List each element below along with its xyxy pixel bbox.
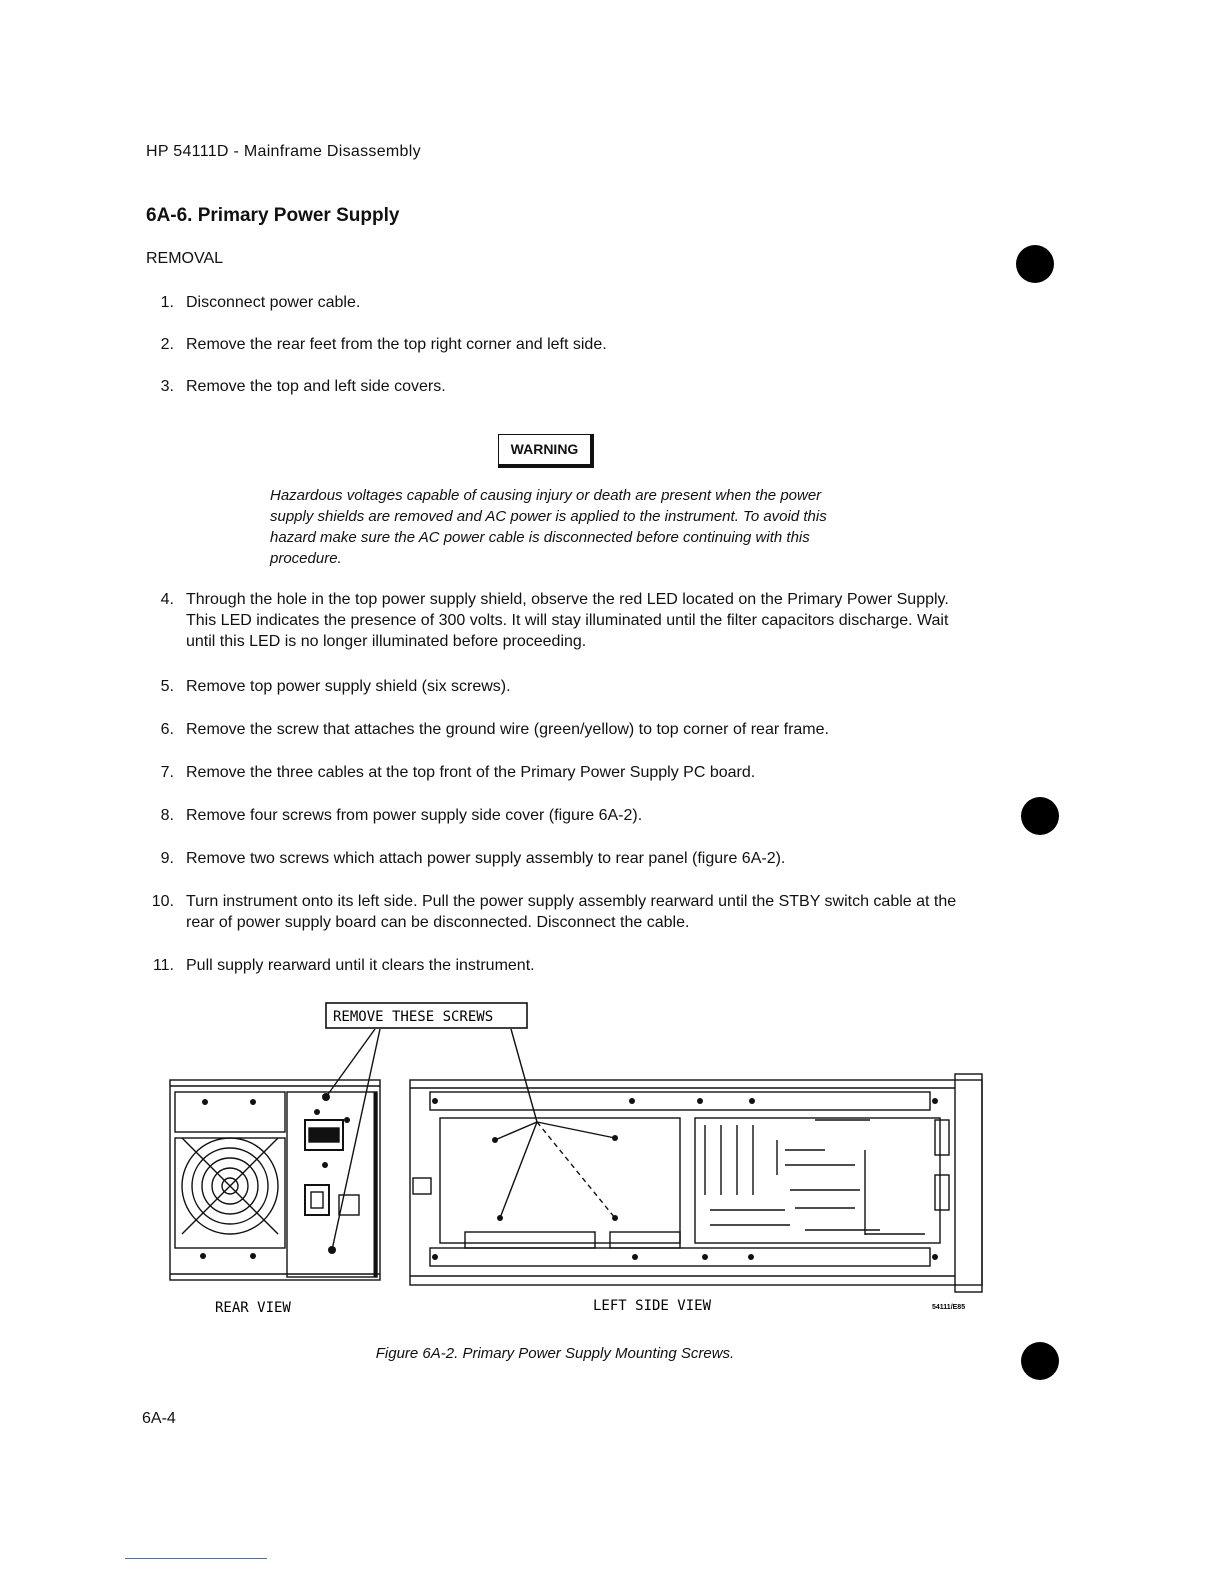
- step-text: Through the hole in the top power supply shield, observe the red LED located on the Primary Power Supply. This LED indicates the presence of 300 volts. It will stay illuminated until the filter capacitors discharge. Wait until this LED is no longer illuminated before proceeding.: [186, 591, 949, 650]
- step-number: 7.: [160, 764, 174, 781]
- rear-view-drawing: [170, 1080, 380, 1280]
- warning-text: Hazardous voltages capable of causing injury or death are present when the power supply shields are removed and AC power is applied to the instrument. To avoid this hazard make sure the AC power cable is disconnected before continuing with this procedure.: [270, 487, 827, 567]
- left-side-view-drawing: [410, 1074, 982, 1292]
- rear-view-label: REAR VIEW: [215, 1300, 291, 1316]
- callout-label: REMOVE THESE SCREWS: [333, 1009, 494, 1025]
- step-number: 10.: [151, 893, 174, 910]
- punch-hole: [1021, 797, 1059, 835]
- step-number: 6.: [160, 721, 174, 738]
- step-number: 8.: [160, 807, 174, 824]
- figure-code: 54111/E85: [932, 1304, 966, 1311]
- figure-caption: Figure 6A-2. Primary Power Supply Mounting Screws.: [375, 1345, 735, 1362]
- figure-6a-2: [165, 1000, 1000, 1320]
- step-text: Remove the rear feet from the top right corner and left side.: [186, 336, 607, 353]
- footer-rule: [125, 1558, 267, 1559]
- step-text: Remove the three cables at the top front of the Primary Power Supply PC board.: [186, 764, 756, 781]
- punch-hole: [1016, 245, 1054, 283]
- step-text: Remove the screw that attaches the ground wire (green/yellow) to top corner of rear frame.: [186, 721, 829, 738]
- step-text: Remove top power supply shield (six screws).: [186, 678, 511, 695]
- section-title: 6A-6. Primary Power Supply: [146, 205, 400, 226]
- step-number: 3.: [160, 378, 174, 395]
- page-number: 6A-4: [142, 1410, 176, 1427]
- step-number: 4.: [160, 591, 174, 608]
- removal-subhead: REMOVAL: [146, 250, 224, 267]
- step-number: 5.: [160, 678, 174, 695]
- step-text: Turn instrument onto its left side. Pull the power supply assembly rearward until the STBY switch cable at the rear of power supply board can be disconnected. Disconnect the cable.: [186, 893, 957, 931]
- step-text: Disconnect power cable.: [186, 294, 361, 311]
- step-number: 11.: [152, 957, 174, 974]
- left-side-view-label: LEFT SIDE VIEW: [593, 1298, 712, 1314]
- running-header: HP 54111D - Mainframe Disassembly: [146, 143, 421, 160]
- step-text: Pull supply rearward until it clears the instrument.: [186, 957, 535, 974]
- step-text: Remove two screws which attach power supply assembly to rear panel (figure 6A-2).: [186, 850, 786, 867]
- step-text: Remove the top and left side covers.: [186, 378, 446, 395]
- step-number: 2.: [160, 336, 174, 353]
- step-number: 1.: [160, 294, 174, 311]
- step-number: 9.: [160, 850, 174, 867]
- warning-label: WARNING: [498, 434, 594, 468]
- step-text: Remove four screws from power supply side cover (figure 6A-2).: [186, 807, 643, 824]
